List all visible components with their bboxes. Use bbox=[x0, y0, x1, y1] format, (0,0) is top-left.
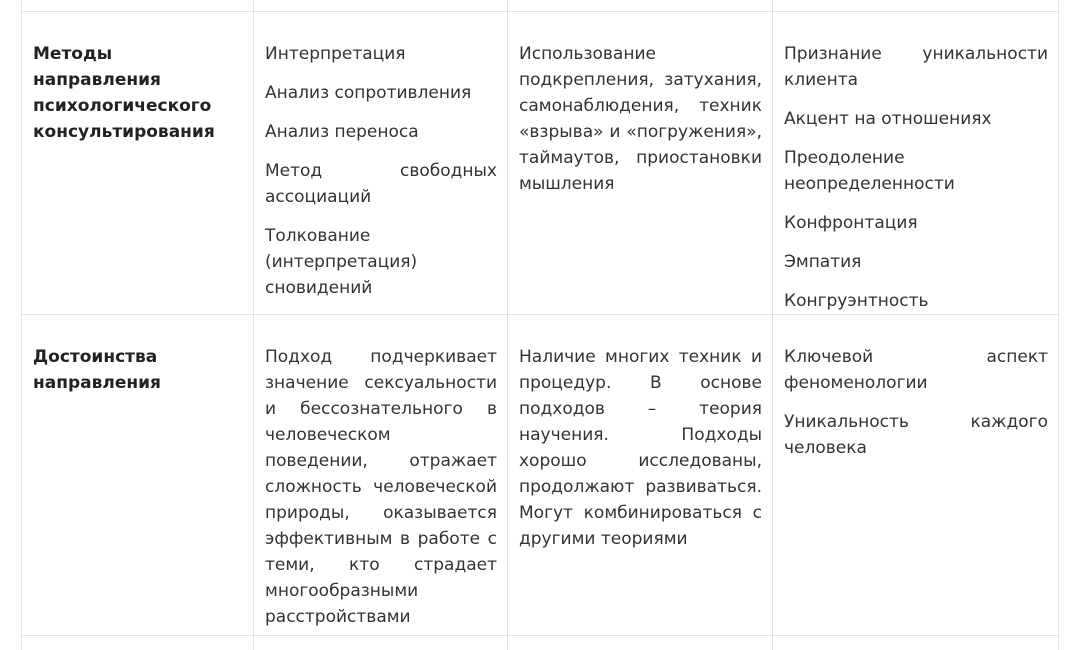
cell-behavioral-methods bbox=[508, 12, 773, 315]
cell-humanistic-advantages bbox=[773, 315, 1059, 636]
row-header-text: Достоинства направления bbox=[33, 347, 161, 393]
table-row-next bbox=[22, 636, 1059, 650]
list-item: Акцент на отношениях bbox=[784, 109, 992, 129]
table-row-previous bbox=[22, 0, 1059, 12]
list-item: Конгруэнтность bbox=[784, 291, 929, 311]
cell-psychoanalytic-methods bbox=[254, 12, 508, 315]
row-header-methods bbox=[22, 12, 254, 315]
cell-behavioral-advantages bbox=[508, 315, 773, 636]
list-item: Конфронтация bbox=[784, 213, 918, 233]
list-item: Преодоление неопределенности bbox=[784, 148, 955, 194]
list-item: Интерпретация bbox=[265, 44, 406, 64]
list-item: Толкование (интерпретация) сновидений bbox=[265, 226, 418, 298]
list-item: Ключевой аспект феноменологии bbox=[784, 347, 1048, 393]
table-row-methods bbox=[22, 12, 1059, 315]
row-header-text: Методы направления психологического консультирования bbox=[33, 44, 215, 142]
list-item: Эмпатия bbox=[784, 252, 862, 272]
list-item: Анализ сопротивления bbox=[265, 83, 472, 103]
row-header-advantages bbox=[22, 315, 254, 636]
comparison-table bbox=[21, 0, 1059, 650]
list-item: Подход подчеркивает значение сексуальности и бессознательного в человеческом поведении, отражает сложность человеческой природы, оказывается эффективным в работе с теми, кто страдает многообразными расстройствами bbox=[265, 347, 497, 627]
list-item: Признание уникальности клиента bbox=[784, 44, 1048, 90]
list-item: Метод свободных ассоциаций bbox=[265, 161, 497, 207]
table-row-advantages bbox=[22, 315, 1059, 636]
list-item: Анализ переноса bbox=[265, 122, 419, 142]
list-item: Наличие многих техник и процедур. В основе подходов – теория научения. Подходы хорошо исследованы, продолжают развиваться. Могут комбинироваться с другими теориями bbox=[519, 347, 762, 549]
list-item: Использование подкрепления, затухания, самонаблюдения, техник «взрыва» и «погружения», таймаутов, приостановки мышления bbox=[519, 44, 762, 194]
cell-psychoanalytic-advantages bbox=[254, 315, 508, 636]
cell-humanistic-methods bbox=[773, 12, 1059, 315]
list-item: Уникальность каждого человека bbox=[784, 412, 1048, 458]
